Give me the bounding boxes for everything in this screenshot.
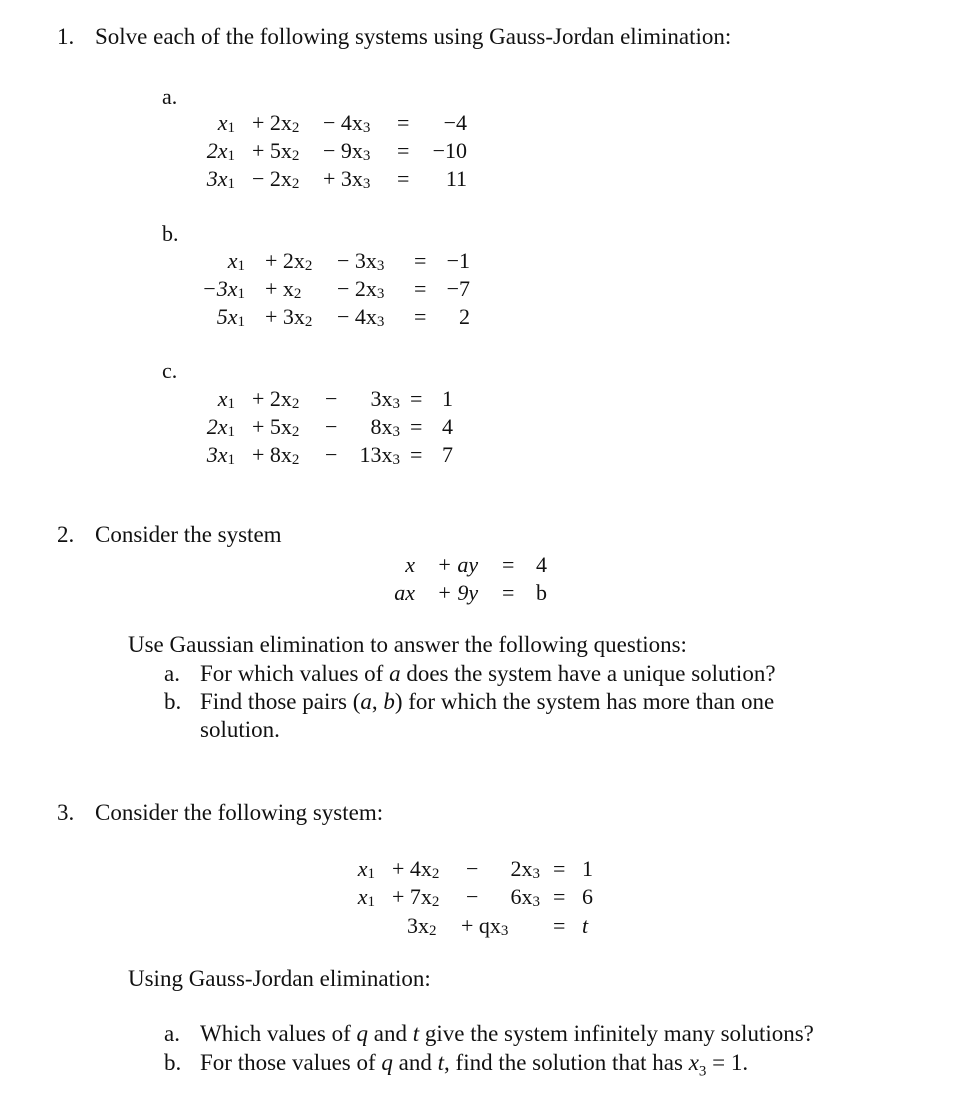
eq-1c-r3-rhs: 7 <box>442 442 453 467</box>
eq-2-r2-t1: ax <box>394 580 415 605</box>
eq-1b-r3-t1: $5x_1$ <box>216 304 245 330</box>
eq-3-r3-rhs: t <box>582 913 589 938</box>
eq-1c-r3-t1: $3x_1$ <box>206 442 235 468</box>
eq-1b-r1-t3: − $3x_3$ <box>337 248 385 274</box>
problem-2-item-b: b. Find those pairs (a, b) for which the system has more than one <box>164 689 775 714</box>
eq-1c-r3-t2: + $8x_2$ <box>252 442 300 468</box>
eq-3-r1-t2: + $4x_2$ <box>392 856 440 882</box>
eq-2-r1-eq: = <box>502 552 515 577</box>
eq-1a-r1-rhs: −4 <box>443 110 467 135</box>
problem-3-item-a: a. Which values of q and t give the system infinitely many solutions? <box>164 1021 814 1046</box>
problem-2-item-a: a. For which values of a does the system have a unique solution? <box>164 661 776 686</box>
eq-1b-r1-rhs: −1 <box>446 248 470 273</box>
eq-1c-r1-rhs: 1 <box>442 386 453 411</box>
eq-2-r1-t2: + ay <box>437 552 479 577</box>
eq-3-r1-t3: $2x_3$ <box>510 856 540 882</box>
eq-1a-r2-t3: − $9x_3$ <box>323 138 371 164</box>
eq-3-r2-t1: $x_1$ <box>357 884 375 910</box>
problem-3-instruction: Using Gauss-Jordan elimination: <box>128 966 431 991</box>
eq-1b-r3-rhs: 2 <box>459 304 470 329</box>
eq-1a-r3-rhs: 11 <box>445 166 467 191</box>
problem-2-instruction: Use Gaussian elimination to answer the following questions: <box>128 632 687 657</box>
eq-2-r2-t2: + 9y <box>437 580 479 605</box>
eq-1c-r2-sign: − <box>325 414 338 439</box>
eq-1b-r2-eq: = <box>414 276 427 301</box>
problem-2-heading <box>57 522 282 548</box>
problem-number: 1. <box>57 24 75 49</box>
eq-3-r1-sign: − <box>466 856 479 881</box>
eq-1a-r3-eq: = <box>397 166 410 191</box>
eq-3-r1-rhs: 1 <box>582 856 593 881</box>
eq-3-r2-t3: $6x_3$ <box>510 884 540 910</box>
problem-3-item-b: b. For those values of q and t, find the solution that has $x_3 = 1$. <box>164 1050 749 1080</box>
eq-3-r1-eq: = <box>553 856 566 881</box>
eq-1b-r2-t1: $-3x_1$ <box>201 276 245 302</box>
eq-1b-r2-t3: − $2x_3$ <box>337 276 385 302</box>
eq-1b-r3-t2: + $3x_2$ <box>265 304 313 330</box>
eq-1b-r3-eq: = <box>414 304 427 329</box>
eq-1c-r1-t2: + $2x_2$ <box>252 386 300 412</box>
eq-2-r1-rhs: 4 <box>536 552 547 577</box>
eq-1c-r1-sign: − <box>325 386 338 411</box>
eq-1a-r1-eq: = <box>397 110 410 135</box>
part-1a-label: a. <box>162 84 178 109</box>
eq-1b-r1-t2: + $2x_2$ <box>265 248 313 274</box>
eq-2-r2-eq: = <box>502 580 515 605</box>
eq-3-r3-t3: + $qx_3$ <box>461 913 509 939</box>
eq-1b-r2-rhs: −7 <box>446 276 470 301</box>
eq-1a-r2-t2: + $5x_2$ <box>252 138 300 164</box>
eq-1a-r2-t1: $2x_1$ <box>206 138 235 164</box>
part-1c-label: c. <box>162 358 178 383</box>
eq-3-r2-eq: = <box>553 884 566 909</box>
eq-1a-r3-t3: + $3x_3$ <box>323 166 371 192</box>
eq-1c-r1-t1: $x_1$ <box>217 386 235 412</box>
eq-1c-r1-eq: = <box>410 386 423 411</box>
eq-1b-r3-t3: − $4x_3$ <box>337 304 385 330</box>
problem-1-heading <box>57 24 731 50</box>
problem-2-prompt: Consider the system <box>95 522 282 547</box>
problem-3-heading <box>57 800 383 826</box>
part-1b-label: b. <box>162 221 179 246</box>
eq-1b-r1-t1: $x_1$ <box>227 248 245 274</box>
eq-1c-r2-eq: = <box>410 414 423 439</box>
eq-2-r1-t1: x <box>405 552 415 577</box>
eq-3-r2-rhs: 6 <box>582 884 593 909</box>
eq-1c-r2-t2: + $5x_2$ <box>252 414 300 440</box>
eq-1a-r2-eq: = <box>397 138 410 163</box>
eq-1c-r2-t3: $8x_3$ <box>370 414 400 440</box>
eq-1b-r1-eq: = <box>414 248 427 273</box>
problem-number: 2. <box>57 522 75 547</box>
eq-1a-r3-t2: − $2x_2$ <box>252 166 300 192</box>
eq-3-r1-t1: $x_1$ <box>357 856 375 882</box>
problem-3-prompt: Consider the following system: <box>95 800 384 825</box>
eq-3-r3-eq: = <box>553 913 566 938</box>
eq-3-r2-t2: + $7x_2$ <box>392 884 440 910</box>
problem-2-item-b-cont: solution. <box>200 717 280 742</box>
eq-1a-r1-t3: − $4x_3$ <box>323 110 371 136</box>
eq-1a-r3-t1: $3x_1$ <box>206 166 235 192</box>
eq-1c-r2-rhs: 4 <box>442 414 453 439</box>
eq-1b-r2-t2: + $x_2$ <box>265 276 302 302</box>
problem-number: 3. <box>57 800 75 825</box>
eq-1a-r1-t1: $x_1$ <box>217 110 235 136</box>
eq-3-r3-t2: $3x_2$ <box>407 913 437 939</box>
eq-1c-r3-sign: − <box>325 442 338 467</box>
eq-1c-r3-eq: = <box>410 442 423 467</box>
problem-1-prompt: Solve each of the following systems using Gauss-Jordan elimination: <box>95 24 732 49</box>
eq-1c-r1-t3: $3x_3$ <box>370 386 400 412</box>
eq-2-r2-rhs: b <box>536 580 547 605</box>
eq-1c-r2-t1: $2x_1$ <box>206 414 235 440</box>
eq-1a-r2-rhs: −10 <box>432 138 467 163</box>
eq-1c-r3-t3: $13x_3$ <box>359 442 400 468</box>
eq-1a-r1-t2: + $2x_2$ <box>252 110 300 136</box>
eq-3-r2-sign: − <box>466 884 479 909</box>
